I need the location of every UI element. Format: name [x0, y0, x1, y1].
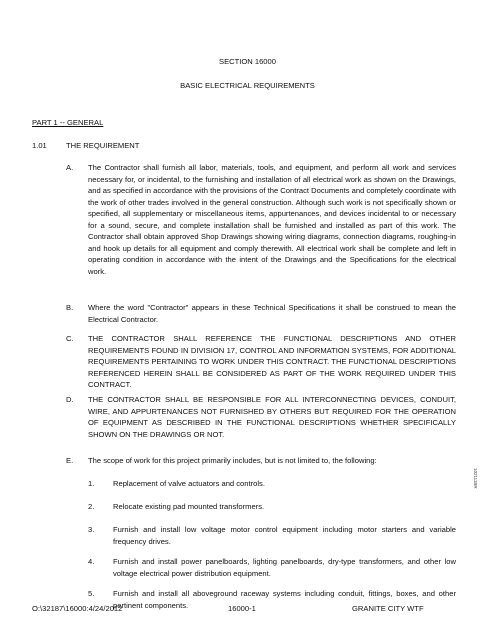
subitem-number: 3.: [88, 525, 95, 534]
subitem-text: Furnish and install power panelboards, lighting panelboards, dry-type transformers, and other low voltage electrical power distribution equipment.: [113, 557, 456, 578]
subitem-number: 1.: [88, 479, 95, 488]
subitem-text: Furnish and install low voltage motor control equipment including motor starters and variable frequency drives.: [113, 525, 456, 546]
item-text: THE CONTRACTOR SHALL REFERENCE THE FUNCTIONAL DESCRIPTIONS AND OTHER REQUIREMENTS FOUND IN DIVISION 17, CONTROL AND INFORMATION SYSTEMS, FOR ADDITIONAL REQUIREMENTS PERTAINING TO WORK UNDER THIS CONTRACT. THE FUNCTIONAL DESCRIPTIONS REFERENCED HEREIN SHALL BE CONSIDERED AS PART OF THE WORK REQUIRED UNDER THIS CONTRACT.: [88, 334, 456, 389]
revision-mark: 102111BR: [473, 468, 478, 489]
item-text: Where the word "Contractor" appears in these Technical Specifications it shall be construed to mean the Electrical Contractor.: [88, 303, 456, 324]
footer-project: GRANITE CITY WTF: [352, 604, 424, 613]
footer-page-number: 16000-1: [228, 604, 256, 613]
part-heading: PART 1 -- GENERAL: [32, 118, 104, 127]
item-letter: C.: [66, 334, 74, 343]
item-letter: A.: [66, 163, 74, 172]
item-letter: D.: [66, 395, 74, 404]
article-number: 1.01: [32, 141, 47, 150]
subitem-text: Furnish and install all aboveground raceway systems including conduit, fittings, boxes, and other pertinent components.: [113, 589, 456, 610]
subitem-number: 4.: [88, 557, 95, 566]
item-letter: E.: [66, 456, 74, 465]
section-title: BASIC ELECTRICAL REQUIREMENTS: [180, 81, 315, 90]
subitem-number: 5.: [88, 589, 95, 598]
subitem-text: Replacement of valve actuators and controls.: [113, 479, 265, 488]
item-letter: B.: [66, 303, 74, 312]
article-title: THE REQUIREMENT: [66, 141, 140, 150]
footer-path: O:\32187\16000:4/24/2012: [32, 604, 123, 613]
item-text: The Contractor shall furnish all labor, materials, tools, and equipment, and perform all work and services necessary for, or incidental, to the furnishing and installation of all electrical work as shown on the Drawings, and as specified in accordance with the provisions of the Contract Documents and completely coordinate with the work of other trades involved in the general construction. Although such work is not specifically shown or specified, all supplementary or miscellaneous items, appurtenances, and devices incidental to or necessary for a sound, secure, and complete installation shall be furnished and installed as part of this work. The Contractor shall obtain approved Shop Drawings showing wiring diagrams, connection diagrams, roughing-in and hook up details for all equipment and comply therewith. All electrical work shall be complete and left in operating condition in accordance with the intent of the Drawings and the Specifications for the electrical work.: [88, 163, 456, 276]
section-number: SECTION 16000: [219, 57, 276, 66]
item-text: The scope of work for this project primarily includes, but is not limited to, the following:: [88, 456, 377, 465]
subitem-number: 2.: [88, 502, 95, 511]
item-text: THE CONTRACTOR SHALL BE RESPONSIBLE FOR ALL INTERCONNECTING DEVICES, CONDUIT, WIRE, AND APPURTENANCES NOT FURNISHED BY OTHERS BUT REQUIRED FOR THE OPERATION OF EQUIPMENT AS DESCRIBED IN THE FUNCTIONAL DESCRIPTIONS WHETHER SPECIFICALLY SHOWN ON THE DRAWINGS OR NOT.: [88, 395, 456, 439]
subitem-text: Relocate existing pad mounted transformers.: [113, 502, 265, 511]
